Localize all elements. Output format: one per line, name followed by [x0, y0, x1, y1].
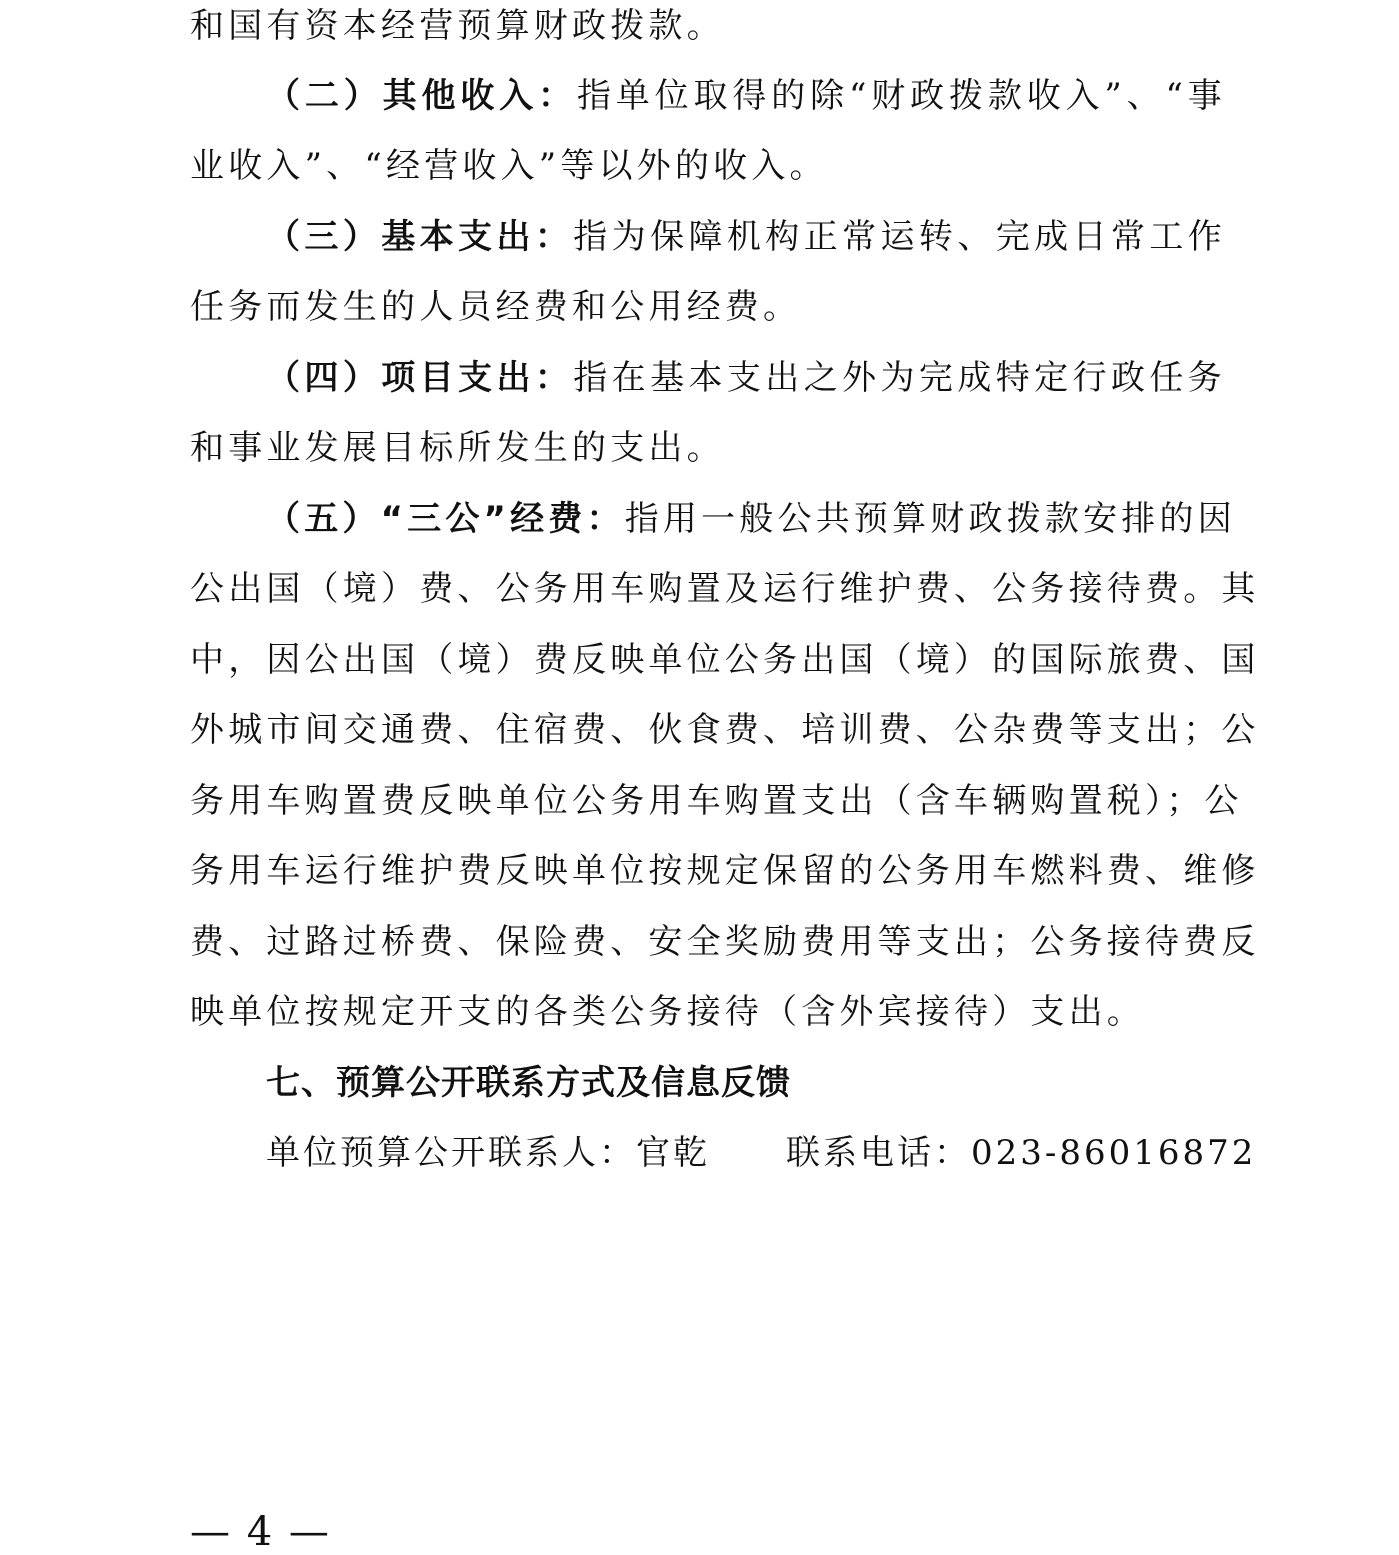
- term-three-public-expenses: （五）“三公”经费：: [266, 499, 625, 539]
- section-heading: 七、预算公开联系方式及信息反馈: [266, 1063, 791, 1103]
- paragraph-line: 任务而发生的人员经费和公用经费。: [190, 287, 802, 327]
- contact-person: 单位预算公开联系人：官乾: [266, 1133, 710, 1173]
- contact-info: [266, 1133, 1257, 1173]
- paragraph-three-public-expenses: [266, 499, 1236, 539]
- page-number: — 4 —: [190, 1509, 331, 1555]
- term-basic-expenditure: （三）基本支出：: [266, 217, 574, 257]
- paragraph-basic-expenditure: [266, 217, 1226, 257]
- paragraph-line: 费、过路过桥费、保险费、安全奖励费用等支出；公务接待费反: [190, 922, 1260, 962]
- definition-text: 指为保障机构正常运转、完成日常工作: [573, 217, 1226, 257]
- paragraph-other-income: [266, 76, 1226, 116]
- contact-phone: 联系电话：023-86016872: [786, 1133, 1257, 1173]
- term-other-income: （二）其他收入：: [266, 76, 577, 116]
- paragraph-project-expenditure: [266, 358, 1226, 398]
- paragraph-line: 务用车购置费反映单位公务用车购置支出（含车辆购置税）；公: [190, 781, 1243, 821]
- definition-text: 指在基本支出之外为完成特定行政任务: [573, 358, 1226, 398]
- paragraph-line: 公出国（境）费、公务用车购置及运行维护费、公务接待费。其: [190, 569, 1260, 609]
- paragraph-line: 业收入”、“经营收入”等以外的收入。: [190, 146, 828, 186]
- paragraph-line: 和国有资本经营预算财政拨款。: [190, 6, 725, 46]
- definition-text: 指用一般公共预算财政拨款安排的因: [624, 499, 1236, 539]
- paragraph-line: 务用车运行维护费反映单位按规定保留的公务用车燃料费、维修: [190, 851, 1260, 891]
- term-project-expenditure: （四）项目支出：: [266, 358, 574, 398]
- paragraph-line: 中，因公出国（境）费反映单位公务出国（境）的国际旅费、国: [190, 640, 1260, 680]
- paragraph-line: 和事业发展目标所发生的支出。: [190, 428, 725, 468]
- paragraph-line: 外城市间交通费、住宿费、伙食费、培训费、公杂费等支出；公: [190, 710, 1260, 750]
- definition-text: 指单位取得的除“财政拨款收入”、“事: [576, 76, 1226, 116]
- paragraph-line: 映单位按规定开支的各类公务接待（含外宾接待）支出。: [190, 992, 1145, 1032]
